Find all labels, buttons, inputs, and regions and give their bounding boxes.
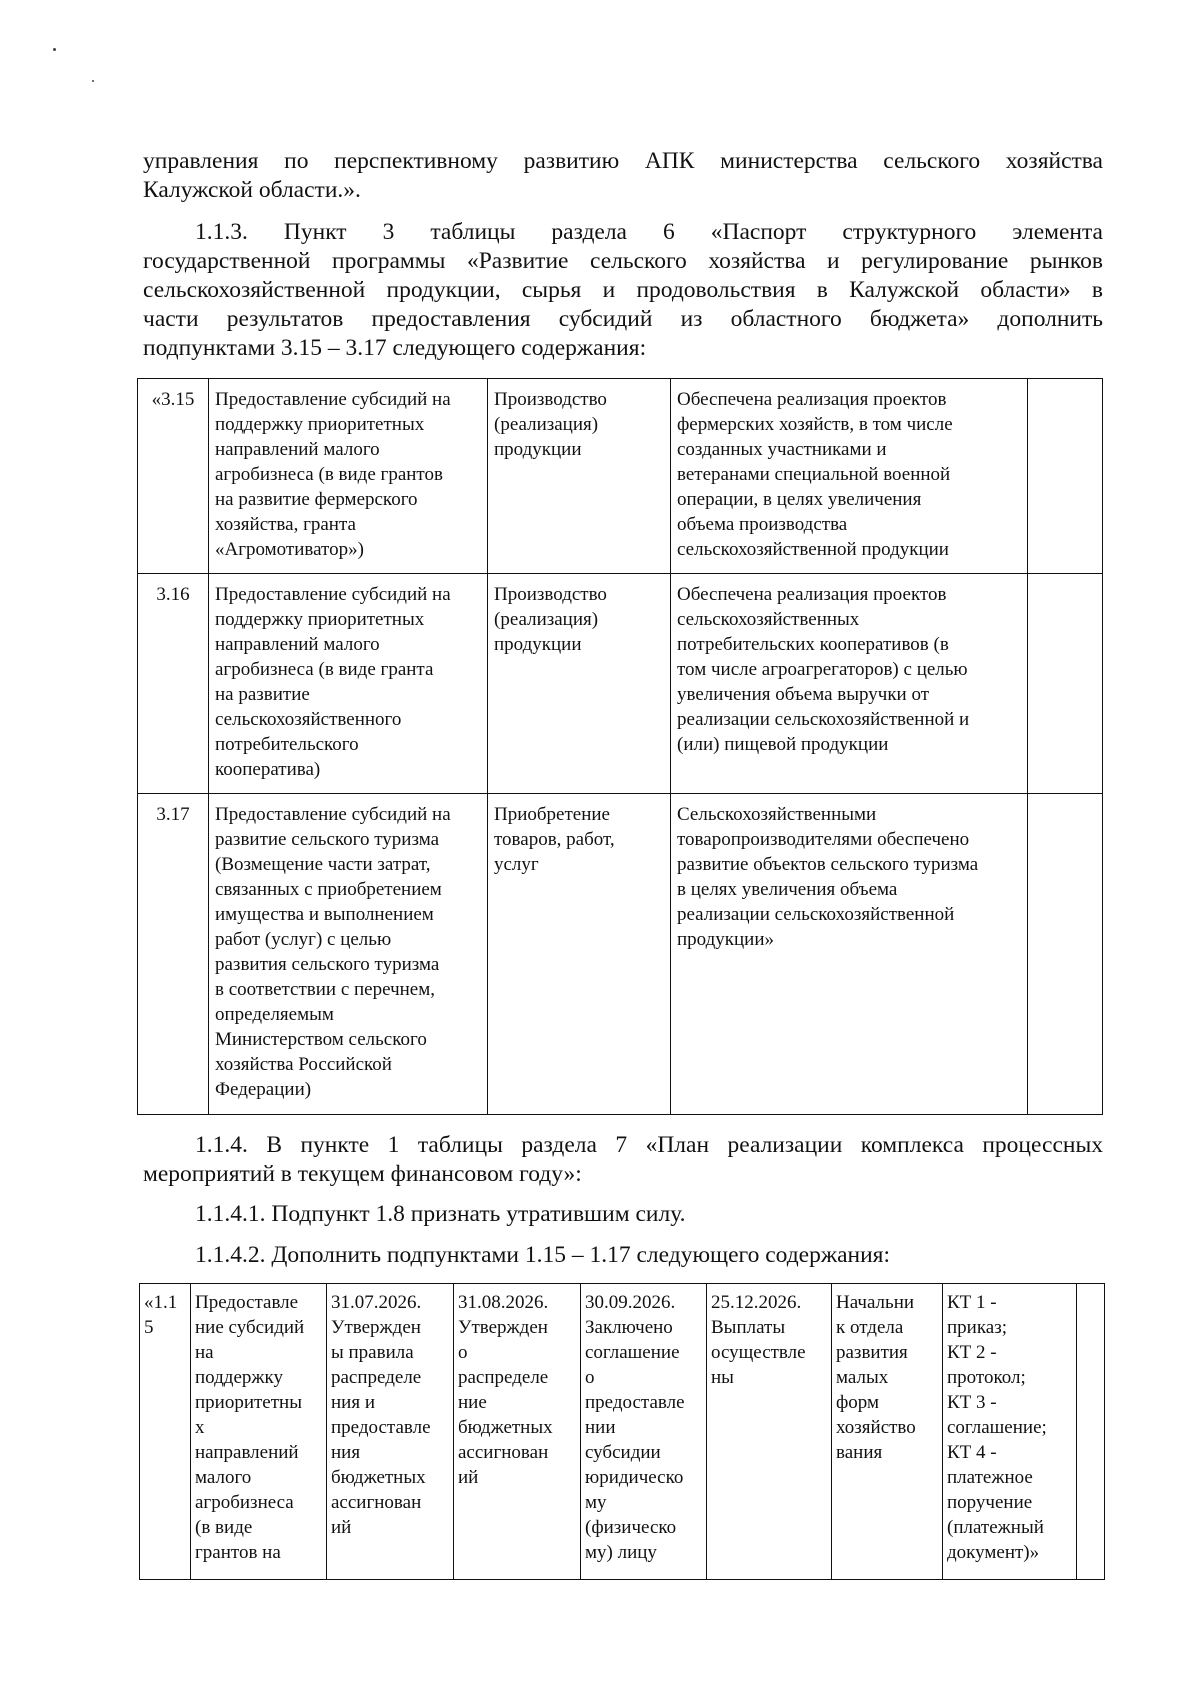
- milestone-3: 30.09.2026. Заключено соглашение о предоставле нии субсидии юридическо му (физическо му) лицу: [581, 1284, 707, 1580]
- paragraph-1-1-4: [143, 1131, 1103, 1189]
- empty-cell: [1028, 574, 1103, 794]
- empty-cell: [1028, 794, 1103, 1115]
- result-type: Производство (реализация) продукции: [488, 379, 671, 574]
- scan-speck: [53, 48, 56, 51]
- milestone-2: 31.08.2026. Утвержден о распределе ние бюджетных ассигнован ий: [454, 1284, 581, 1580]
- row-number: «1.1 5: [140, 1284, 191, 1580]
- table-row: [140, 1284, 1105, 1580]
- milestone-4: 25.12.2026. Выплаты осуществле ны: [707, 1284, 832, 1580]
- text-line: Калужской области.».: [143, 177, 361, 203]
- paragraph-1-1-4-1: [143, 1200, 1103, 1229]
- paragraph-1-1-3: [143, 218, 1103, 363]
- text-line: управления по перспективному развитию АПК министерства сельского хозяйства: [143, 148, 1103, 174]
- result-description: Сельскохозяйственными товаропроизводителями обеспечено развитие объектов сельского туризма в целях увеличения объема реализации сельскохозяйственной продукции»: [671, 794, 1028, 1115]
- result-type: Приобретение товаров, работ, услуг: [488, 794, 671, 1115]
- table-row: [138, 574, 1103, 794]
- paragraph-1-1-4-2: [143, 1241, 1103, 1270]
- text-line: части результатов предоставления субсидий из областного бюджета» дополнить: [143, 306, 1103, 332]
- text-line: мероприятий в текущем финансовом году»:: [143, 1161, 582, 1187]
- text-line: 1.1.4. В пункте 1 таблицы раздела 7 «План реализации комплекса процессных: [195, 1132, 1103, 1158]
- row-number: 3.16: [138, 574, 209, 794]
- text-line: государственной программы «Развитие сельского хозяйства и регулирование рынков: [143, 248, 1103, 274]
- result-name: Предоставление субсидий на поддержку приоритетных направлений малого агробизнеса (в виде грантов на развитие фермерского хозяйства, гранта «Агромотиватор»): [209, 379, 488, 574]
- result-name: Предоставление субсидий на поддержку приоритетных направлений малого агробизнеса (в виде гранта на развитие сельскохозяйственного потребительского кооператива): [209, 574, 488, 794]
- result-name: Предоставление субсидий на развитие сельского туризма (Возмещение части затрат, связанных с приобретением имущества и выполнением работ (услуг) с целью развития сельского туризма в соответствии с перечнем, определяемым Министерством сельского хозяйства Российской Федерации): [209, 794, 488, 1115]
- text-line: подпунктами 3.15 – 3.17 следующего содержания:: [143, 335, 647, 361]
- milestone-1: 31.07.2026. Утвержден ы правила распределе ния и предоставле ния бюджетных ассигнован ий: [327, 1284, 454, 1580]
- paragraph-continuation: [143, 147, 1103, 205]
- result-description: Обеспечена реализация проектов сельскохозяйственных потребительских кооперативов (в том числе агроагрегаторов) с целью увеличения объема выручки от реализации сельскохозяйственной и (или) пищевой продукции: [671, 574, 1028, 794]
- text-line: 1.1.4.1. Подпункт 1.8 признать утратившим силу.: [195, 1201, 686, 1227]
- text-line: 1.1.4.2. Дополнить подпунктами 1.15 – 1.17 следующего содержания:: [195, 1242, 891, 1268]
- text-line: сельскохозяйственной продукции, сырья и продовольствия в Калужской области» в: [143, 277, 1103, 303]
- result-description: Обеспечена реализация проектов фермерских хозяйств, в том числе созданных участниками и ветеранами специальной военной операции, в целях увеличения объема производства сельскохозяйственной продукции: [671, 379, 1028, 574]
- plan-table: [139, 1283, 1105, 1580]
- empty-cell: [1028, 379, 1103, 574]
- row-number: 3.17: [138, 794, 209, 1115]
- row-number: «3.15: [138, 379, 209, 574]
- results-table: [137, 378, 1103, 1115]
- text-line: 1.1.3. Пункт 3 таблицы раздела 6 «Паспорт структурного элемента: [195, 219, 1103, 245]
- scan-speck: [92, 80, 94, 82]
- table-row: [138, 794, 1103, 1115]
- result-type: Производство (реализация) продукции: [488, 574, 671, 794]
- control-points: КТ 1 - приказ; КТ 2 - протокол; КТ 3 - соглашение; КТ 4 - платежное поручение (платежный документ)»: [943, 1284, 1077, 1580]
- table-row: [138, 379, 1103, 574]
- empty-cell: [1077, 1284, 1105, 1580]
- responsible: Начальни к отдела развития малых форм хозяйство вания: [832, 1284, 943, 1580]
- event-name: Предоставле ние субсидий на поддержку приоритетны х направлений малого агробизнеса (в виде грантов на: [191, 1284, 327, 1580]
